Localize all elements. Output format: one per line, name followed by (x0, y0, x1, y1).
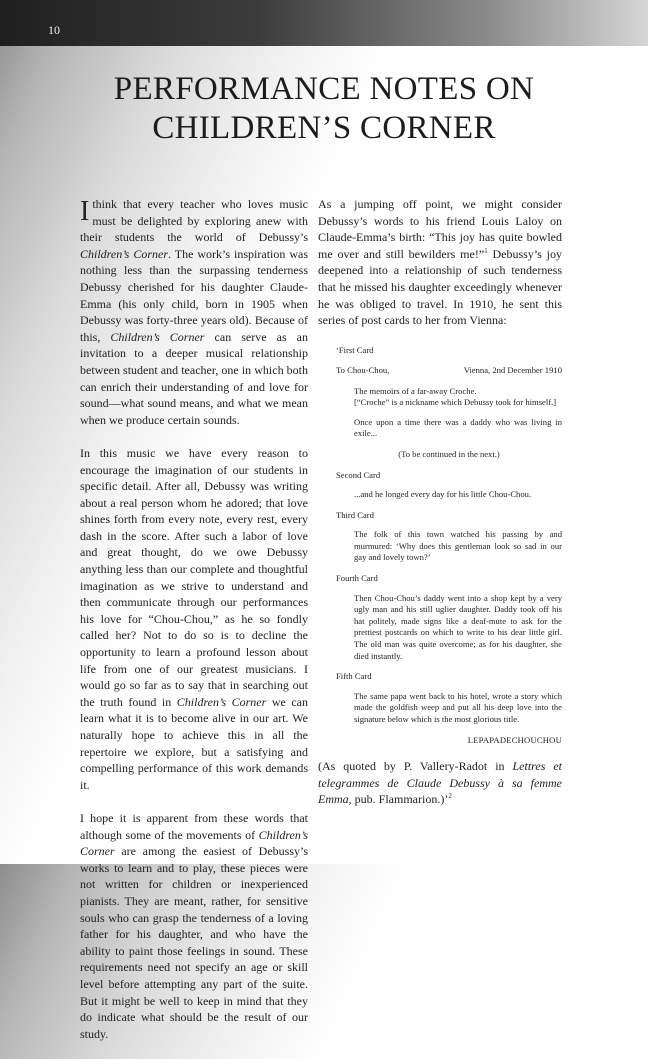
third-card-body: The folk of this town watched his passing by and murmured: ‘Why does this gentleman look so sad in our gay and lovely town?’ (354, 529, 562, 563)
second-card-heading: Second Card (336, 469, 381, 480)
quotation-text-a: (As quoted by P. Vallery-Radot in (318, 759, 513, 774)
salutation: To Chou-Chou, (336, 364, 390, 375)
paragraph-2-text-b: we can learn what it is to become alive in our art. We naturally hope to achieve this in all the repertoire we explore, but a satisfying and compelling performance of this work demands it. (80, 694, 309, 792)
signature: LEPAPADECHOUCHOU (467, 734, 562, 745)
paragraph-3-text-a: I hope it is apparent from these words that although some of the movements of (80, 810, 308, 842)
second-card-body: ...and he longed every day for his little Chou-Chou. (354, 489, 532, 500)
paragraph-1 (80, 196, 308, 428)
paragraph-1-text-c: can serve as an invitation to a deeper musical relationship between student and teacher, one in which both can enrich their understanding of and love for sound—what sound means, and what we mean when we produce certain sounds. (80, 329, 309, 427)
continued-note: (To be continued in the next.) (398, 448, 500, 459)
fourth-card-heading: Fourth Card (336, 573, 378, 584)
left-column (80, 196, 308, 1059)
footnote-ref-1: 1 (484, 246, 488, 255)
fourth-card-body: Then Chou-Chou’s daddy went into a shop kept by a very ugly man and his still uglier daughter. Daddy took off his hat politely, made signs like a deaf-mute to ask for the prettiest postcards on which to write to his dear little girl. The old man was quite overcome; as for his daughter, she died instantly. (354, 592, 562, 661)
place-date: Vienna, 2nd December 1910 (463, 364, 562, 375)
right-column (318, 196, 562, 825)
page-title-line-1: PERFORMANCE NOTES ON (113, 71, 535, 107)
paragraph-2 (80, 445, 308, 793)
header-bar (0, 0, 648, 46)
intro-text-b: Debussy’s joy deepened into a relationship of such tenderness that he missed his daughter exceedingly whenever he was obliged to travel. In 1910, he sent this series of post cards to her from Vienna: (318, 246, 563, 328)
footnote-ref-2: 2 (448, 792, 452, 801)
quotation-source (318, 758, 562, 808)
fifth-card-body: The same papa went back to his hotel, wrote a story which made the goldfish weep and put all his deep love into the signature below which is the most glorious title. (354, 690, 562, 724)
paragraph-2-title: Children’s Corner (176, 694, 267, 709)
paragraph-1-title-a: Children’s Corner (80, 246, 168, 261)
postcard-letters (336, 345, 562, 746)
page-title (0, 70, 648, 148)
page-title-line-2: CHILDREN’S CORNER (152, 110, 496, 146)
drop-cap: I (80, 196, 90, 227)
paragraph-3-title: Children’s Corner (80, 827, 308, 859)
intro-paragraph (318, 196, 562, 329)
memoirs-line: The memoirs of a far-away Croche. (354, 385, 477, 396)
once-upon-line: Once upon a time there was a daddy who was living in exile... (354, 416, 562, 439)
salutation-line (336, 365, 562, 377)
quotation-text-b: , pub. Flammarion.)’ (348, 792, 449, 807)
paragraph-1-text-a: think that every teacher who loves music must be delighted by exploring anew with their students the world of Debussy’s (80, 197, 308, 245)
paragraph-3 (80, 810, 308, 1042)
page-number: 10 (48, 23, 60, 37)
paragraph-1-text-b: . The work’s inspiration was nothing less than the surpassing tenderness Debussy cherished for his daughter Claude-Emma (his only child, born in 1905 when Debussy was forty-three years old). Because of this, (80, 246, 308, 344)
fifth-card-heading: Fifth Card (336, 671, 372, 682)
first-card-body (354, 386, 562, 440)
paragraph-2-text-a: In this music we have every reason to encourage the imagination of our students in specific detail. After all, Debussy was writing about a real person whom he adored; that love shines forth from every note, every rest, every dash in the score. After such a labor of love and great thought, do we owe Debussy anything less than our complete and thoughtful imagination as we strive to understand and then communicate through our performances his love for “Chou-Chou,” as he so fondly called her? Not to do so is to decline the opportunity to learn a profound lesson about life from one of our greatest musicians. I would go so far as to say that in searching out the truth found in (80, 445, 308, 709)
quotation-book-title: Lettres et telegrammes de Claude Debussy à sa femme Emma (318, 759, 562, 807)
croche-note: [“Croche” is a nickname which Debussy took for himself.] (354, 397, 557, 408)
paragraph-1-title-b: Children’s Corner (110, 329, 205, 344)
third-card-heading: Third Card (336, 509, 374, 520)
paragraph-3-text-b: are among the easiest of Debussy’s works to learn and to play, these pieces were not written for children or inexperienced pianists. They are meant, rather, for sensitive souls who can grasp the tenderness of a loving father for his daughter, and who have the ability to paint those feelings in sound. These requirements need not specify an age or skill level before attempting any part of the suite. But it might be well to keep in mind that they do indicate what should be the result of our study. (80, 844, 308, 1041)
intro-text-a: As a jumping off point, we might consider Debussy’s words to his friend Louis Laloy on Claude-Emma’s birth: “This joy has quite bowled me over and still bewilders me!” (318, 197, 562, 261)
first-card-heading: ‘First Card (336, 345, 374, 356)
